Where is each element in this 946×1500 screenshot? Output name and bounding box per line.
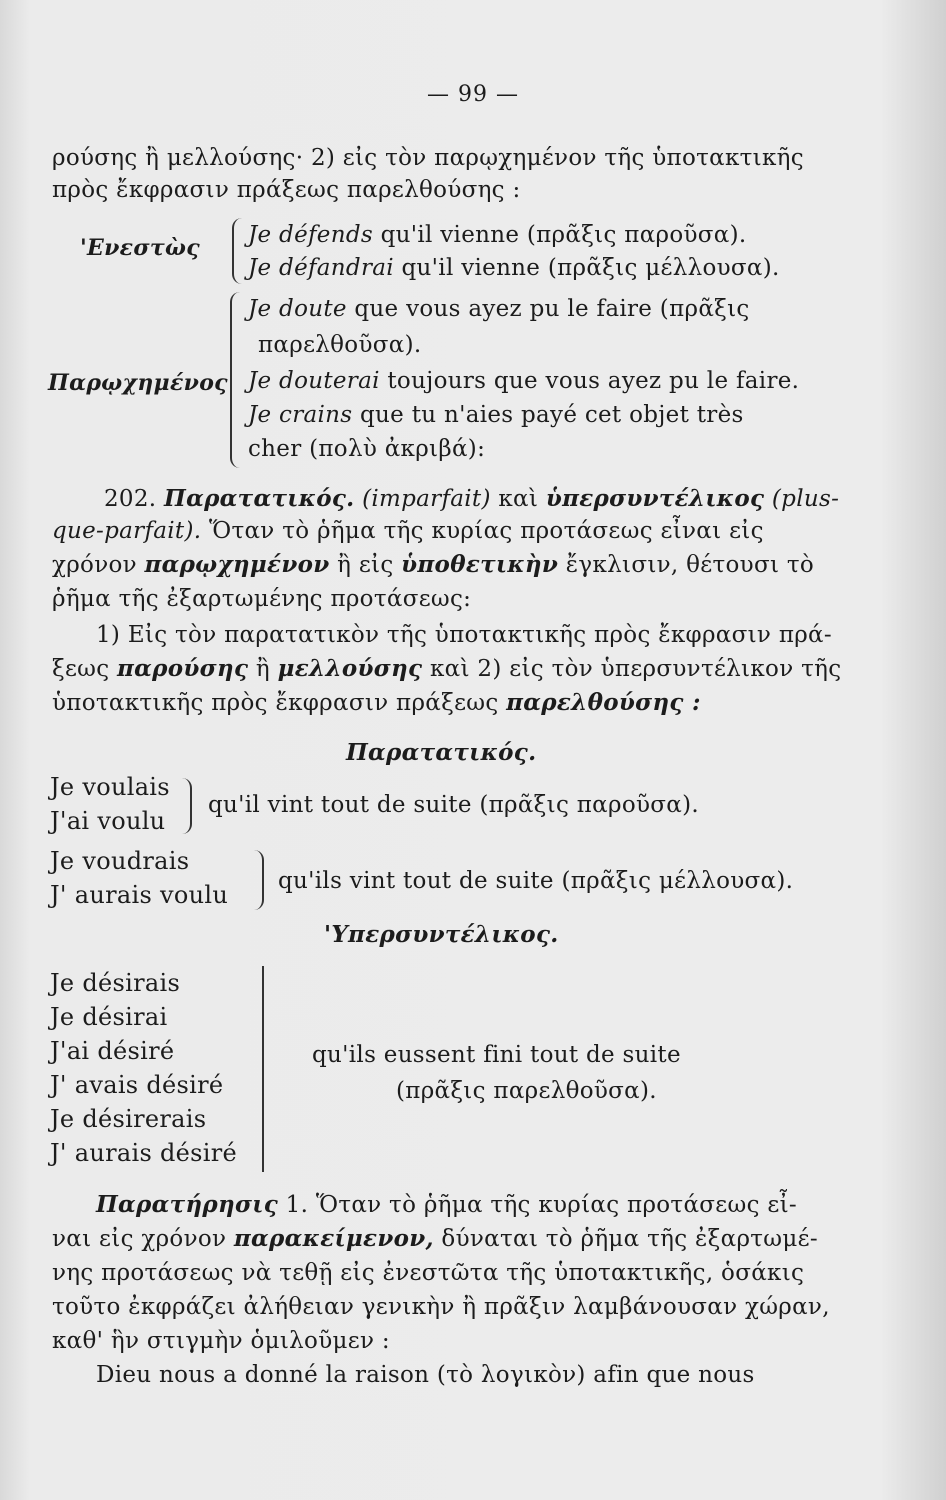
- section-202-line-4: 1) Εἰς τὸν παρατατικὸν τῆς ὑποτακτικῆς πρὸς ἔκφρασιν πρά-: [96, 622, 832, 648]
- section-202-text-5e: καὶ 2) εἰς τὸν ὑπερσυντέλικον τῆς: [430, 656, 842, 682]
- enestos-example-2-rest: qu'il vienne (πρᾶξις μέλλουσα).: [401, 255, 780, 281]
- hypersyntelikos-verb-4: J' avais désiré: [50, 1071, 224, 1099]
- section-202-text-5d: μελλούσης: [277, 655, 423, 682]
- enestos-example-1: [248, 220, 747, 250]
- parochemenos-label: Παρῳχημένος: [48, 370, 228, 396]
- section-202-text-2b: παρῳχημένον: [144, 551, 330, 578]
- section-202-line-3: ῥῆμα τῆς ἐξαρτωμένης προτάσεως:: [52, 586, 472, 612]
- note-text-2a: ναι εἰς χρόνον: [52, 1226, 227, 1252]
- enestos-example-2: [248, 253, 780, 283]
- enestos-label: 'Ενεστὼς: [80, 235, 200, 261]
- section-202-text-5c: ἢ: [255, 656, 270, 682]
- parochemenos-example-2-rest: toujours que vous ayez pu le faire.: [387, 368, 800, 394]
- parochemenos-example-2: [248, 366, 799, 396]
- note-line-5: καθ' ἣν στιγμὴν ὁμιλοῦμεν :: [52, 1328, 390, 1354]
- paratatikos-group2-verb-1: Je voudrais: [50, 847, 190, 875]
- note-text-2b: παρακείμενον,: [233, 1225, 434, 1252]
- hypersyntelikos-verb-1: Je désirais: [50, 969, 181, 997]
- section-202-text-2a: χρόνον: [52, 552, 137, 578]
- enestos-example-1-verb: Je défends: [248, 222, 373, 248]
- hypersyntelikos-brace: [262, 966, 266, 1172]
- section-202-text-6a: ὑποτακτικῆς πρὸς ἔκφρασιν πράξεως: [52, 690, 499, 716]
- section-202-text-1: Ὅταν τὸ ῥῆμα τῆς κυρίας προτάσεως εἶναι εἰς: [208, 518, 764, 544]
- paratatikos-group2-verb-2: J' aurais voulu: [50, 881, 229, 909]
- section-202-number: 202.: [104, 486, 157, 512]
- section-202-line-2: [52, 550, 814, 580]
- paratatikos-group1-verb-2: J'ai voulu: [50, 807, 166, 835]
- parochemenos-example-1: [248, 294, 750, 324]
- section-202-and: καὶ: [498, 486, 539, 512]
- parochemenos-example-3-cont: cher (πολὺ ἀκριβά):: [248, 436, 486, 462]
- paratatikos-group2-brace: [254, 850, 264, 910]
- hypersyntelikos-clause-1: qu'ils eussent fini tout de suite: [312, 1042, 681, 1068]
- section-202-title-2-fr-b: que-parfait).: [52, 518, 202, 544]
- hypersyntelikos-heading: 'Υπερσυντέλικος.: [324, 921, 559, 948]
- section-202-heading: [104, 484, 839, 514]
- note-line-6: Dieu nous a donné la raison (τὸ λογικὸν) afin que nous: [96, 1362, 755, 1388]
- parochemenos-example-3-rest: que tu n'aies payé cet objet très: [360, 402, 744, 428]
- section-202-title-2: ὑπερσυντέλικος: [545, 485, 765, 512]
- note-label: Παρατήρησις: [96, 1191, 279, 1218]
- note-line-3: νης προτάσεως νὰ τεθῇ εἰς ἐνεστῶτα τῆς ὑποτακτικῆς, ὁσάκις: [52, 1260, 805, 1286]
- intro-line-2: πρὸς ἔκφρασιν πράξεως παρελθούσης :: [52, 177, 521, 203]
- parochemenos-example-2-verb: Je douterai: [248, 368, 380, 394]
- enestos-brace: [232, 218, 242, 284]
- page-number: — 99 —: [427, 82, 519, 107]
- paratatikos-group1-verb-1: Je voulais: [50, 773, 170, 801]
- hypersyntelikos-verb-5: Je désirerais: [50, 1105, 207, 1133]
- hypersyntelikos-verb-6: J' aurais désiré: [50, 1139, 238, 1167]
- parochemenos-example-3-verb: Je crains: [248, 402, 353, 428]
- section-202-line-1: [52, 516, 764, 546]
- section-202-text-2c: ἢ εἰς: [337, 552, 394, 578]
- parochemenos-example-1-cont: παρελθοῦσα).: [258, 332, 422, 358]
- section-202-title-2-fr-a: (plus-: [771, 486, 840, 512]
- hypersyntelikos-clause-2: (πρᾶξις παρελθοῦσα).: [396, 1078, 657, 1104]
- parochemenos-example-3: [248, 400, 744, 430]
- note-line-2: [52, 1224, 818, 1254]
- section-202-line-5: [52, 654, 841, 684]
- note-line-4: τοῦτο ἐκφράζει ἀλήθειαν γενικὴν ἢ πρᾶξιν λαμβάνουσαν χώραν,: [52, 1294, 830, 1320]
- section-202-text-5b: παρούσης: [117, 655, 249, 682]
- hypersyntelikos-verb-2: Je désirai: [50, 1003, 168, 1031]
- paratatikos-heading: Παρατατικός.: [346, 739, 537, 766]
- note-line-1: [96, 1190, 797, 1220]
- paratatikos-group1-clause: qu'il vint tout de suite (πρᾶξις παροῦσα).: [208, 792, 699, 818]
- note-text-1: Ὅταν τὸ ῥῆμα τῆς κυρίας προτάσεως εἶ-: [315, 1192, 797, 1218]
- section-202-text-5a: ξεως: [52, 656, 110, 682]
- parochemenos-brace: [230, 292, 240, 468]
- section-202-text-2d: ὑποθετικὴν: [401, 551, 559, 578]
- section-202-text-2e: ἔγκλισιν, θέτουσι τὸ: [565, 552, 815, 578]
- paratatikos-group2-clause: qu'ils vint tout de suite (πρᾶξις μέλλουσα).: [278, 868, 794, 894]
- intro-line-1: ρούσης ἢ μελλούσης· 2) εἰς τὸν παρῳχημένον τῆς ὑποτακτικῆς: [52, 145, 804, 171]
- parochemenos-example-1-verb: Je doute: [248, 296, 347, 322]
- section-202-title: Παρατατικός.: [164, 485, 355, 512]
- paratatikos-group1-brace: [182, 778, 192, 834]
- note-number: 1.: [285, 1192, 309, 1218]
- section-202-title-fr: (imparfait): [362, 486, 491, 512]
- parochemenos-example-1-rest: que vous ayez pu le faire (πρᾶξις: [354, 296, 750, 322]
- hypersyntelikos-verb-3: J'ai désiré: [50, 1037, 175, 1065]
- enestos-example-1-rest: qu'il vienne (πρᾶξις παροῦσα).: [380, 222, 747, 248]
- note-text-2c: δύναται τὸ ῥῆμα τῆς ἐξαρτωμέ-: [441, 1226, 818, 1252]
- section-202-text-6b: παρελθούσης :: [506, 689, 701, 716]
- enestos-example-2-verb: Je défandrai: [248, 255, 394, 281]
- section-202-line-6: [52, 688, 701, 718]
